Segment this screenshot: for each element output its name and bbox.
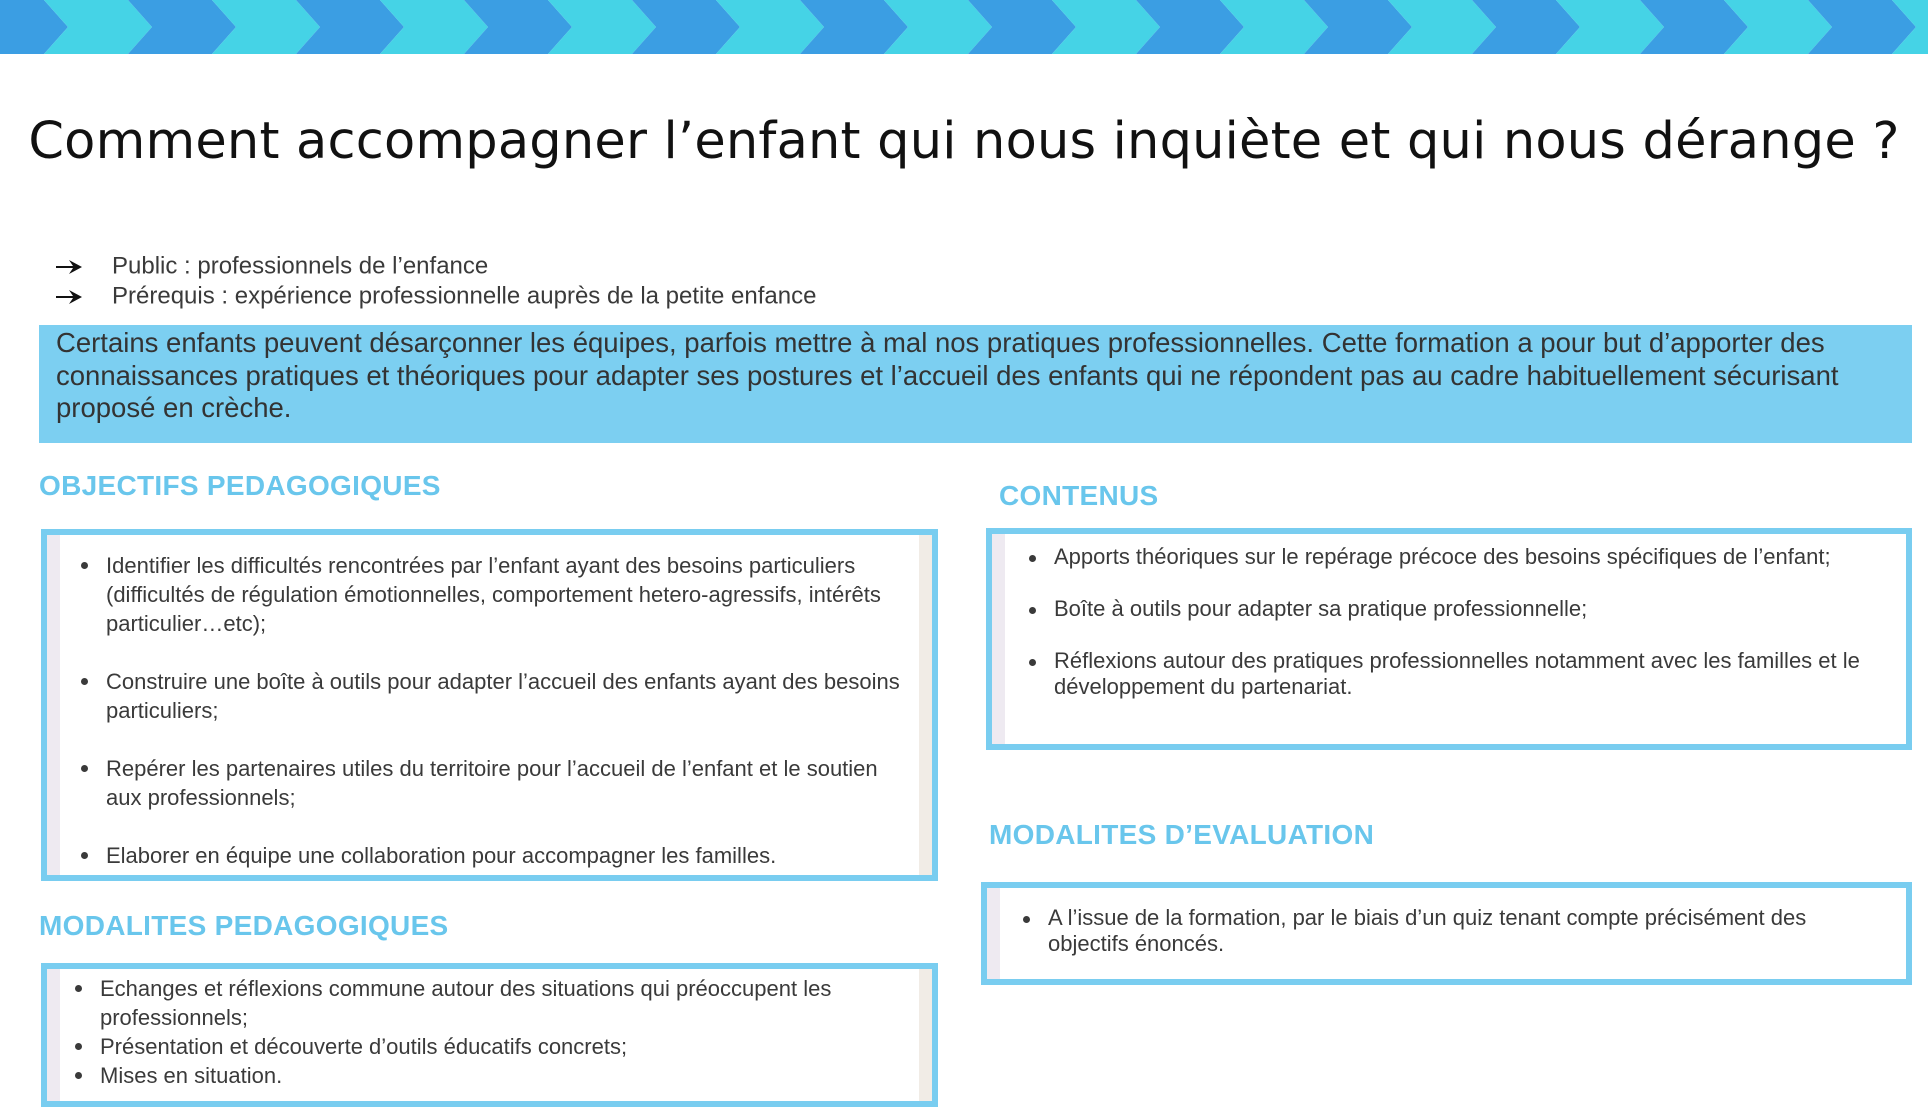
list-item: Réflexions autour des pratiques professionnelles notamment avec les familles et le développement du partenariat. xyxy=(1017,648,1866,700)
info-prerequis xyxy=(54,282,816,311)
page-title: Comment accompagner l’enfant qui nous inquiète et qui nous dérange ? xyxy=(28,112,1900,171)
list-item: A l’issue de la formation, par le biais d’un quiz tenant compte précisément des objectifs énoncés. xyxy=(1011,905,1866,957)
objectifs-box xyxy=(41,529,938,881)
list-item: Repérer les partenaires utiles du territoire pour l’accueil de l’enfant et le soutien aux professionnels; xyxy=(69,754,902,812)
evaluation-list xyxy=(1011,905,1866,957)
info-prerequis-text: Prérequis : expérience professionnelle auprès de la petite enfance xyxy=(112,282,817,310)
arrow-right-icon xyxy=(54,257,84,277)
evaluation-box xyxy=(981,882,1912,985)
list-item: Apports théoriques sur le repérage précoce des besoins spécifiques de l’enfant; xyxy=(1017,544,1866,570)
arrow-right-icon xyxy=(54,287,84,307)
modalites-pedagogiques-box xyxy=(41,963,938,1107)
info-public xyxy=(54,252,488,281)
contenus-box xyxy=(986,528,1912,750)
list-item: Mises en situation. xyxy=(63,1061,902,1090)
list-item: Boîte à outils pour adapter sa pratique professionnelle; xyxy=(1017,596,1866,622)
contenus-list xyxy=(1017,544,1866,700)
list-item: Elaborer en équipe une collaboration pour accompagner les familles. xyxy=(69,841,902,870)
info-public-text: Public : professionnels de l’enfance xyxy=(112,252,489,280)
list-item: Présentation et découverte d’outils éducatifs concrets; xyxy=(63,1032,902,1061)
intro-banner: Certains enfants peuvent désarçonner les équipes, parfois mettre à mal nos pratiques professionnelles. Cette formation a pour but d’apporter des connaissances pratiques et théoriques pour adapter ses postures et l’accueil des enfants qui ne répondent pas au cadre habituellement sécurisant proposé en crèche. xyxy=(39,325,1912,443)
list-item: Construire une boîte à outils pour adapter l’accueil des enfants ayant des besoins particuliers; xyxy=(69,667,902,725)
evaluation-heading: MODALITES D’EVALUATION xyxy=(989,819,1375,850)
objectifs-list xyxy=(69,551,902,870)
modalites-pedagogiques-heading: MODALITES PEDAGOGIQUES xyxy=(39,910,449,941)
contenus-heading: CONTENUS xyxy=(999,480,1159,511)
chevron-banner xyxy=(0,0,1928,54)
list-item: Identifier les difficultés rencontrées par l’enfant ayant des besoins particuliers (difficultés de régulation émotionnelles, comportement hetero-agressifs, intérêts particulier…etc); xyxy=(69,551,902,638)
modalites-pedagogiques-list xyxy=(63,974,902,1090)
list-item: Echanges et réflexions commune autour des situations qui préoccupent les professionnels; xyxy=(63,974,902,1032)
objectifs-heading: OBJECTIFS PEDAGOGIQUES xyxy=(39,470,441,501)
